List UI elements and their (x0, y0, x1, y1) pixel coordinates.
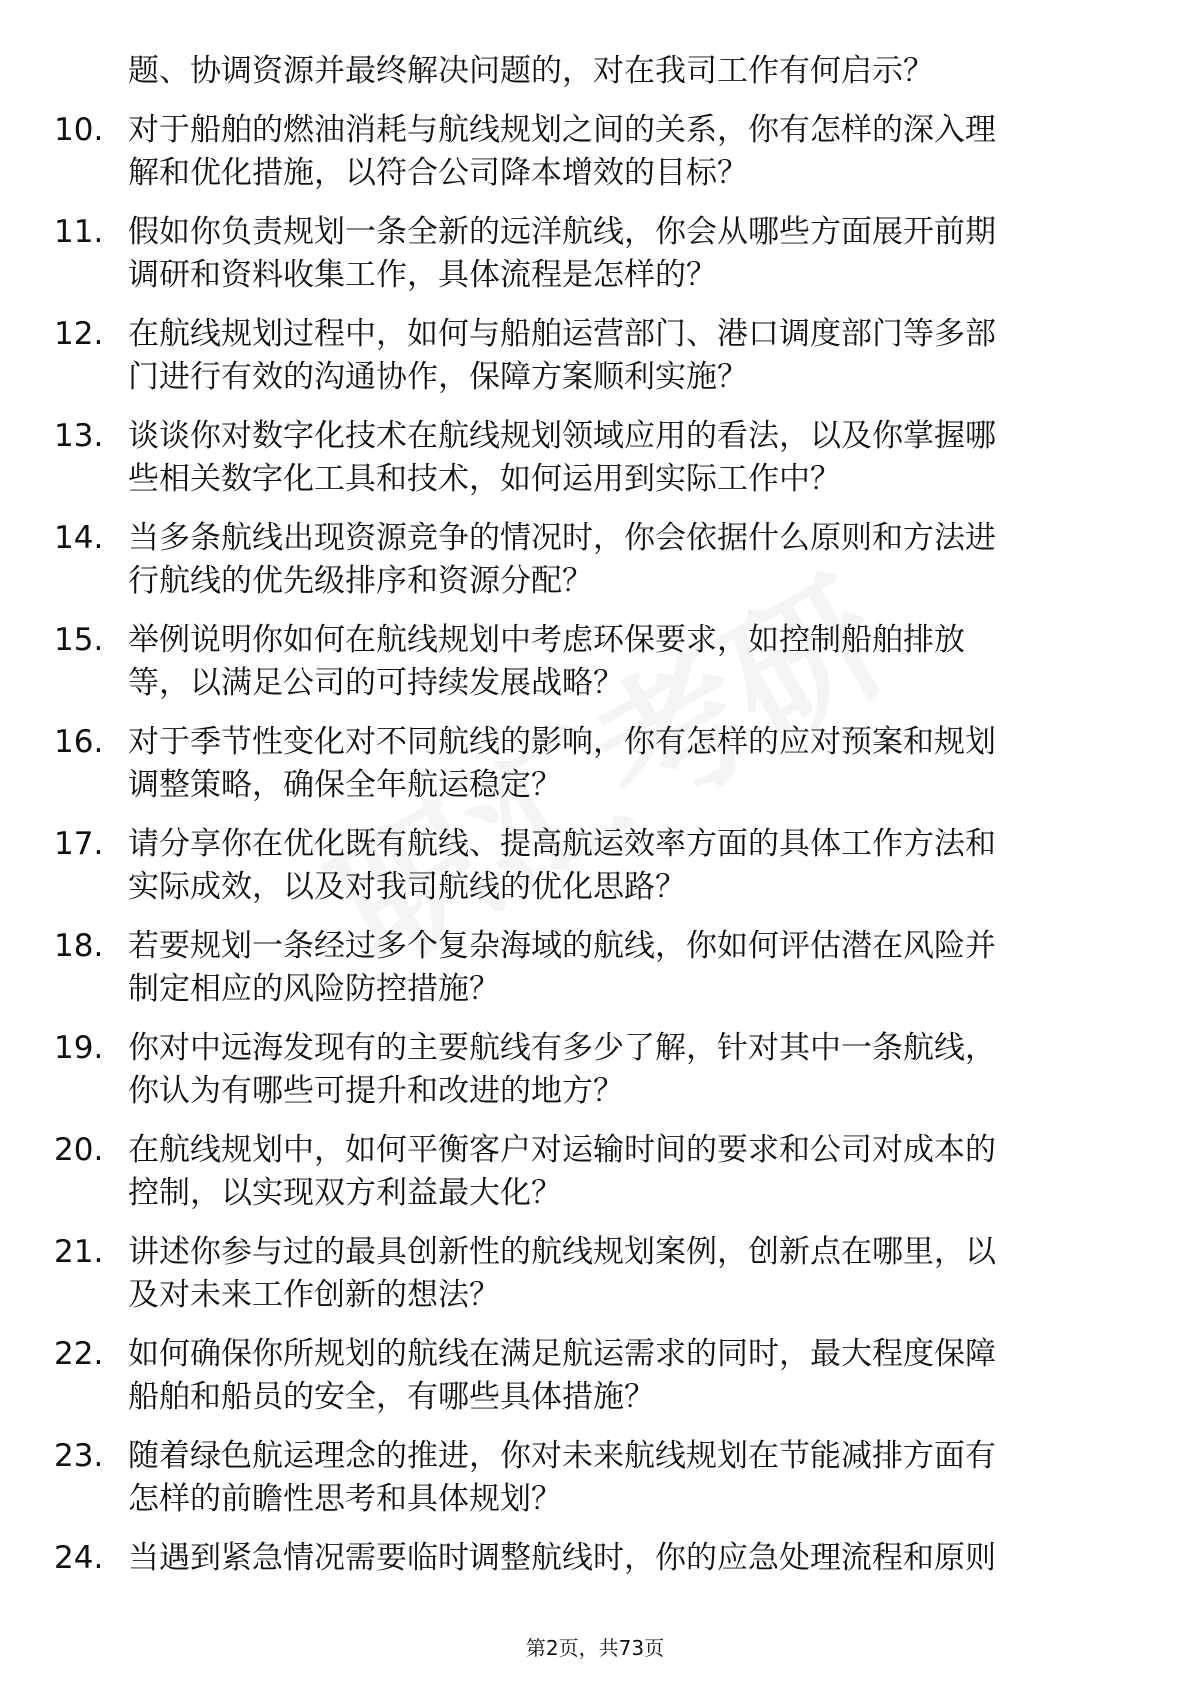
question-number: 17. (54, 826, 104, 862)
question-text-line: 当遇到紧急情况需要临时调整航线时，你的应急处理流程和原则 (128, 1540, 996, 1576)
question-number: 18. (54, 928, 104, 964)
question-text-line: 假如你负责规划一条全新的远洋航线，你会从哪些方面展开前期 (128, 214, 996, 250)
question-text-line: 谈谈你对数字化技术在航线规划领域应用的看法，以及你掌握哪 (128, 418, 996, 454)
question-item (0, 1537, 1190, 1580)
question-text-line: 如何确保你所规划的航线在满足航运需求的同时，最大程度保障 (128, 1336, 996, 1372)
continuation-line: 题、协调资源并最终解决问题的，对在我司工作有何启示？ (128, 53, 934, 89)
question-text-line: 实际成效，以及对我司航线的优化思路？ (128, 869, 686, 905)
question-number: 21. (54, 1234, 104, 1270)
question-text-line: 船舶和船员的安全，有哪些具体措施？ (128, 1379, 655, 1415)
question-text-line: 调研和资料收集工作，具体流程是怎样的？ (128, 257, 717, 293)
question-number: 15. (54, 622, 104, 658)
question-item (0, 415, 1190, 501)
page-footer: 第2页，共73页 (525, 1636, 665, 1660)
question-text-line: 控制，以实现双方利益最大化？ (128, 1175, 562, 1211)
question-item (0, 619, 1190, 705)
question-number: 12. (54, 316, 104, 352)
question-text-line: 讲述你参与过的最具创新性的航线规划案例，创新点在哪里，以 (128, 1234, 996, 1270)
question-text-line: 在航线规划过程中，如何与船舶运营部门、港口调度部门等多部 (128, 316, 996, 352)
question-item (0, 211, 1190, 297)
question-number: 19. (54, 1030, 104, 1066)
question-item (0, 1129, 1190, 1215)
question-item (0, 721, 1190, 807)
question-number: 23. (54, 1438, 104, 1474)
question-text-line: 当多条航线出现资源竞争的情况时，你会依据什么原则和方法进 (128, 520, 996, 556)
question-list (0, 50, 1190, 1596)
question-number: 16. (54, 724, 104, 760)
question-item (0, 1231, 1190, 1317)
question-text-line: 在航线规划中，如何平衡客户对运输时间的要求和公司对成本的 (128, 1132, 996, 1168)
question-number: 10. (54, 112, 104, 148)
question-text-line: 请分享你在优化既有航线、提高航运效率方面的具体工作方法和 (128, 826, 996, 862)
question-text-line: 你对中远海发现有的主要航线有多少了解，针对其中一条航线， (128, 1030, 996, 1066)
question-item (0, 925, 1190, 1011)
question-number: 13. (54, 418, 104, 454)
question-text-line: 制定相应的风险防控措施？ (128, 971, 500, 1007)
question-text-line: 你认为有哪些可提升和改进的地方？ (128, 1073, 624, 1109)
question-text-line: 门进行有效的沟通协作，保障方案顺利实施？ (128, 359, 748, 395)
question-text-line: 及对未来工作创新的想法？ (128, 1277, 500, 1313)
question-number: 24. (54, 1540, 104, 1576)
question-number: 20. (54, 1132, 104, 1168)
question-number: 22. (54, 1336, 104, 1372)
question-text-line: 若要规划一条经过多个复杂海域的航线，你如何评估潜在风险并 (128, 928, 996, 964)
question-text-line: 行航线的优先级排序和资源分配？ (128, 563, 593, 599)
question-item (0, 1333, 1190, 1419)
question-text-line: 随着绿色航运理念的推进，你对未来航线规划在节能减排方面有 (128, 1438, 996, 1474)
question-text-line: 对于季节性变化对不同航线的影响，你有怎样的应对预案和规划 (128, 724, 996, 760)
question-item (0, 1435, 1190, 1521)
question-item (0, 313, 1190, 399)
question-text-line: 解和优化措施，以符合公司降本增效的目标？ (128, 155, 748, 191)
question-number: 14. (54, 520, 104, 556)
question-text-line: 调整策略，确保全年航运稳定？ (128, 767, 562, 803)
question-number: 11. (54, 214, 104, 250)
question-text-line: 举例说明你如何在航线规划中考虑环保要求，如控制船舶排放 (128, 622, 965, 658)
question-item (0, 1027, 1190, 1113)
question-item (0, 517, 1190, 603)
question-text-line: 对于船舶的燃油消耗与航线规划之间的关系，你有怎样的深入理 (128, 112, 996, 148)
question-text-line: 怎样的前瞻性思考和具体规划？ (128, 1481, 562, 1517)
question-text-line: 些相关数字化工具和技术，如何运用到实际工作中？ (128, 461, 841, 497)
question-item (0, 823, 1190, 909)
question-text-line: 等，以满足公司的可持续发展战略？ (128, 665, 624, 701)
question-item (0, 109, 1190, 195)
